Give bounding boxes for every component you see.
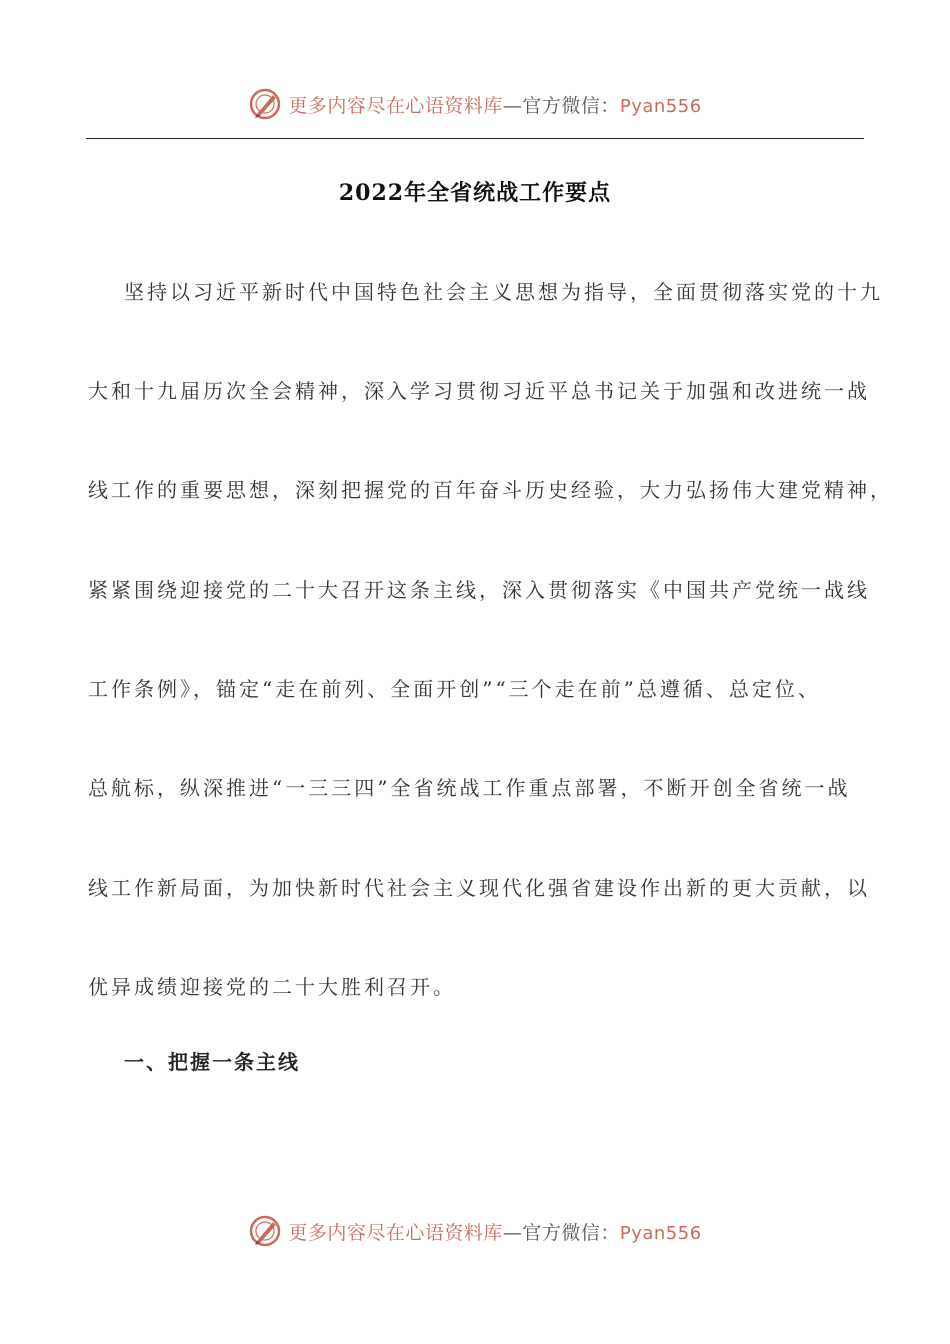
watermark-text: [288, 1218, 701, 1245]
section-heading: 一、把握一条主线: [124, 1050, 300, 1074]
paragraph-line: 紧紧围绕迎接党的二十大召开这条主线，深入贯彻落实《中国共产党统一战线: [88, 578, 870, 602]
watermark-separator: —: [502, 94, 523, 117]
watermark-main-text: 更多内容尽在心语资料库: [288, 1221, 503, 1244]
pen-logo-icon: [248, 87, 282, 121]
watermark-text: [288, 91, 701, 118]
header-watermark: [0, 84, 950, 124]
paragraph-line: 线工作新局面，为加快新时代社会主义现代化强省建设作出新的更大贡献，以: [88, 876, 870, 900]
pen-logo-icon: [248, 1214, 282, 1248]
paragraph-line: 工作条例》，锚定“走在前列、全面开创”“三个走在前”总遵循、总定位、: [88, 677, 821, 701]
document-title: 2022年全省统战工作要点: [338, 180, 612, 206]
watermark-id: Pyan556: [619, 95, 702, 117]
watermark-sub-text: 官方微信：: [522, 1221, 620, 1244]
watermark-separator: —: [502, 1221, 523, 1244]
watermark-id: Pyan556: [619, 1222, 702, 1244]
watermark-main-text: 更多内容尽在心语资料库: [288, 94, 503, 117]
paragraph-line: 总航标，纵深推进“一三三四”全省统战工作重点部署，不断开创全省统一战: [88, 776, 851, 800]
paragraph-line: 优异成绩迎接党的二十大胜利召开。: [88, 975, 456, 999]
header-divider: [86, 138, 864, 139]
paragraph-line: 线工作的重要思想，深刻把握党的百年奋斗历史经验，大力弘扬伟大建党精神，: [88, 478, 893, 502]
footer-watermark: [0, 1211, 950, 1251]
watermark-sub-text: 官方微信：: [522, 94, 620, 117]
paragraph-line: 坚持以习近平新时代中国特色社会主义思想为指导，全面贯彻落实党的十九: [124, 280, 883, 304]
paragraph-line: 大和十九届历次全会精神，深入学习贯彻习近平总书记关于加强和改进统一战: [88, 379, 870, 403]
